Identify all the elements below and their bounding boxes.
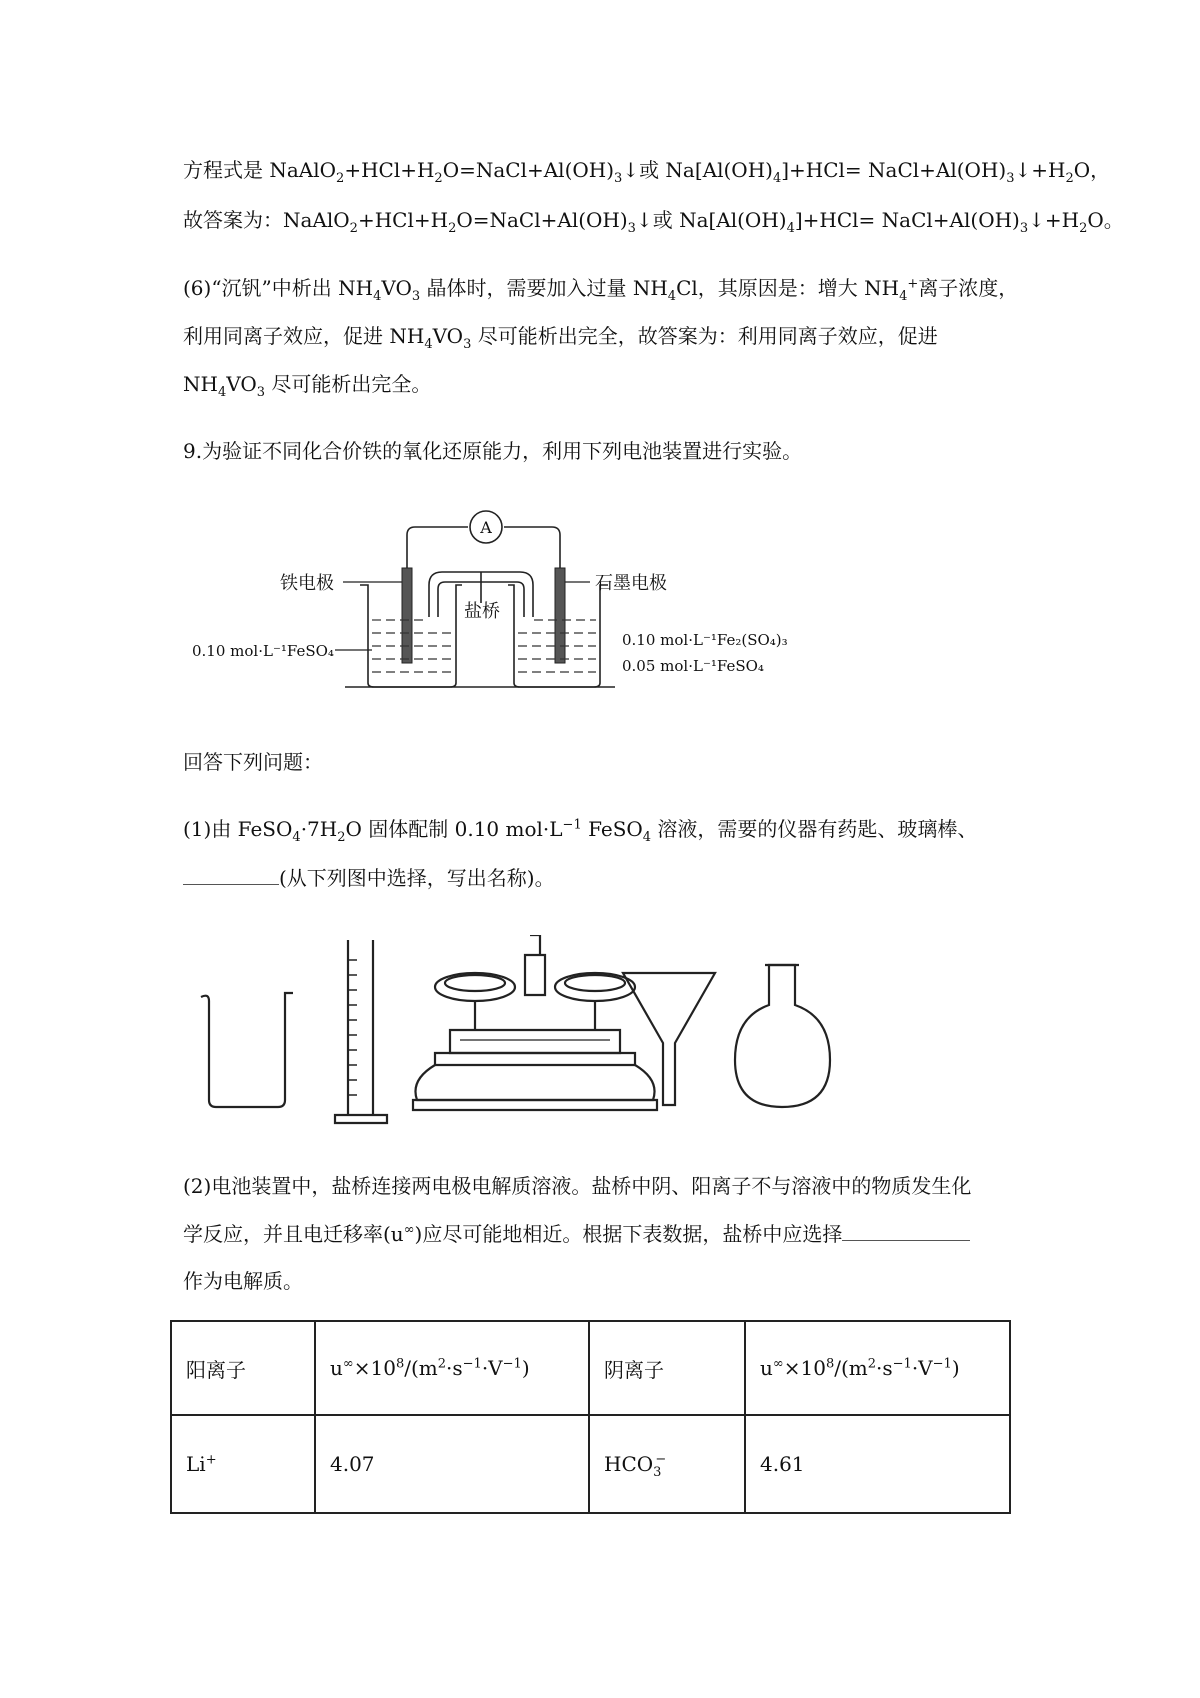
cell-anion: $HCO_3^-$	[589, 1415, 745, 1513]
header-mobility-2: $u^\infty\times 10^8/(m^2\cdot s^{-1}\cdot V^{-1})$	[745, 1321, 1010, 1415]
q6-line-3: $NH_4VO_3$ 尽可能析出完全。	[183, 372, 432, 400]
balance-scale-icon	[413, 935, 657, 1110]
graphite-electrode	[555, 568, 565, 663]
header-anion: 阴离子	[589, 1321, 745, 1415]
beaker-icon	[201, 993, 293, 1107]
answer-line-1: 故答案为：$NaAlO_2+HCl+H_2O=NaCl+Al(OH)_3↓$或 $Na[Al(OH)_4]+HCl=$ $NaCl+Al(OH)_3↓+H_2O$。	[183, 208, 1124, 236]
mobility-table	[170, 1320, 1011, 1514]
answer-prompt: 回答下列问题：	[183, 750, 323, 774]
q2-line-2: 学反应，并且电迁移率(u∞)应尽可能地相近。根据下表数据，盐桥中应选择	[183, 1220, 970, 1248]
equation-line-1: 方程式是 $NaAlO_2+HCl+H_2O=NaCl+Al(OH)_3↓$或 $Na[Al(OH)_4]+HCl=$ $NaCl+Al(OH)_3↓+H_2O$，	[183, 158, 1111, 186]
funnel-icon	[623, 935, 715, 1105]
cell-anion-mobility: 4.61	[745, 1415, 1010, 1513]
iron-electrode-label: 铁电极	[280, 573, 334, 594]
round-bottom-flask-icon	[735, 965, 830, 1107]
question-9-text: 9.为验证不同化合价铁的氧化还原能力，利用下列电池装置进行实验。	[183, 439, 803, 463]
graphite-electrode-label: 石墨电极	[595, 573, 667, 594]
q6-line-2: 利用同离子效应，促进 $NH_4VO_3$ 尽可能析出完全，故答案为：利用同离子效应，促进	[183, 324, 938, 352]
q2-line-1: (2)电池装置中，盐桥连接两电极电解质溶液。盐桥中阴、阳离子不与溶液中的物质发生化	[183, 1174, 972, 1198]
measuring-cylinder-icon	[335, 940, 387, 1123]
instrument-images	[195, 935, 955, 1125]
header-mobility-1: $u^\infty\times 10^8/(m^2\cdot s^{-1}\cdot V^{-1})$	[315, 1321, 589, 1415]
answer-blank-1[interactable]	[183, 866, 279, 885]
right-solution-label-1: 0.10 mol·L⁻¹Fe₂(SO₄)₃	[622, 631, 788, 649]
salt-bridge-label: 盐桥	[464, 601, 500, 622]
table-row	[171, 1415, 1010, 1513]
cell-cation: Li+	[171, 1415, 315, 1513]
right-solution-label-2: 0.05 mol·L⁻¹FeSO₄	[622, 657, 764, 675]
cell-cation-mobility: 4.07	[315, 1415, 589, 1513]
ammeter-label: A	[480, 518, 492, 537]
header-cation: 阳离子	[171, 1321, 315, 1415]
battery-apparatus-diagram	[180, 505, 820, 700]
q1-line-2: (从下列图中选择，写出名称)。	[183, 864, 555, 892]
q6-line-1: (6)“沉钒”中析出 $NH_4VO_3$ 晶体时，需要加入过量 $NH_4Cl$，其原因是：增大 $NH_4^+$离子浓度，	[183, 276, 1019, 304]
table-header-row	[171, 1321, 1010, 1415]
answer-blank-2[interactable]	[842, 1222, 970, 1241]
iron-electrode	[402, 568, 412, 663]
left-solution-label: 0.10 mol·L⁻¹FeSO₄	[192, 642, 334, 660]
q1-line-1: (1)由 $FeSO_4\cdot 7H_2O$ 固体配制 0.10 $mol\cdot L^{-1}$ FeSO$_4$ 溶液，需要的仪器有药匙、玻璃棒、	[183, 817, 978, 845]
q2-line-3: 作为电解质。	[183, 1269, 303, 1293]
